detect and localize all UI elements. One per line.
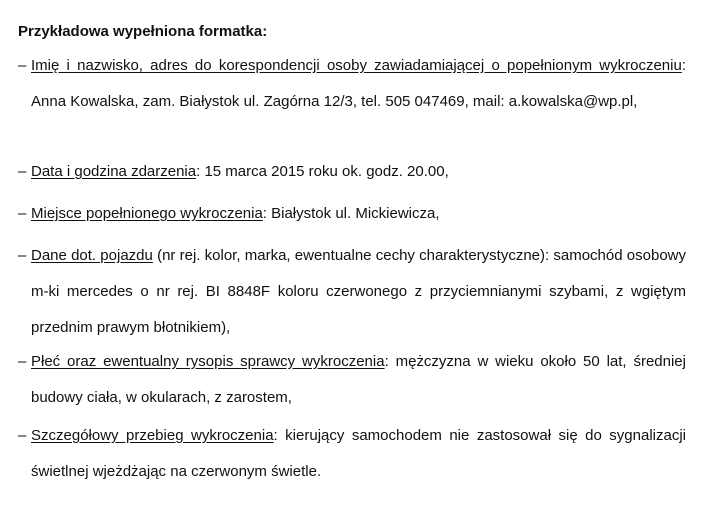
bullet-dash: – <box>18 353 27 370</box>
field-label: Dane dot. pojazdu <box>31 247 153 264</box>
list-item-content <box>31 344 686 416</box>
list-item-reporter <box>18 48 686 120</box>
list-item-content <box>31 418 686 490</box>
list-item-content <box>31 196 686 232</box>
field-value: (nr rej. kolor, marka, ewentualne cechy charakterystyczne): samochód osobowy m-ki mercedes o nr rej. BI 8848F koloru czerwonego z przyciemnianymi szybami, z wgiętym przednim prawym błotnikiem), <box>31 247 687 336</box>
list-item-location <box>18 196 686 232</box>
form-heading: Przykładowa wypełniona formatka: <box>18 23 268 40</box>
list-item-course-of-events <box>18 418 686 490</box>
field-value: : kierujący samochodem nie zastosował się do sygnalizacji świetlnej wjeżdżając na czerwonym świetle. <box>31 427 686 480</box>
bullet-dash: – <box>18 57 27 74</box>
bullet-dash: – <box>18 205 27 222</box>
field-value: : Anna Kowalska, zam. Białystok ul. Zagórna 12/3, tel. 505 047469, mail: a.kowalska@wp.pl, <box>31 57 686 110</box>
field-label: Miejsce popełnionego wykroczenia <box>31 205 263 222</box>
field-value: : Białystok ul. Mickiewicza, <box>262 205 440 222</box>
bullet-dash: – <box>18 247 27 264</box>
list-item-perpetrator <box>18 344 686 416</box>
field-label: Imię i nazwisko, adres do korespondencji osoby zawiadamiającej o popełnionym wykroczeniu <box>31 57 682 74</box>
field-label: Szczegółowy przebieg wykroczenia <box>31 427 274 444</box>
field-label: Data i godzina zdarzenia <box>31 163 197 180</box>
list-item-vehicle <box>18 238 686 346</box>
field-value: : mężczyzna w wieku około 50 lat, średniej budowy ciała, w okularach, z zarostem, <box>31 353 686 406</box>
field-value: : 15 marca 2015 roku ok. godz. 20.00, <box>196 163 449 180</box>
list-item-content <box>31 238 686 346</box>
field-label: Płeć oraz ewentualny rysopis sprawcy wykroczenia <box>31 353 385 370</box>
list-item-date-time <box>18 154 686 190</box>
bullet-dash: – <box>18 427 27 444</box>
list-item-content <box>31 48 686 120</box>
list-item-content <box>31 154 686 190</box>
bullet-dash: – <box>18 163 27 180</box>
